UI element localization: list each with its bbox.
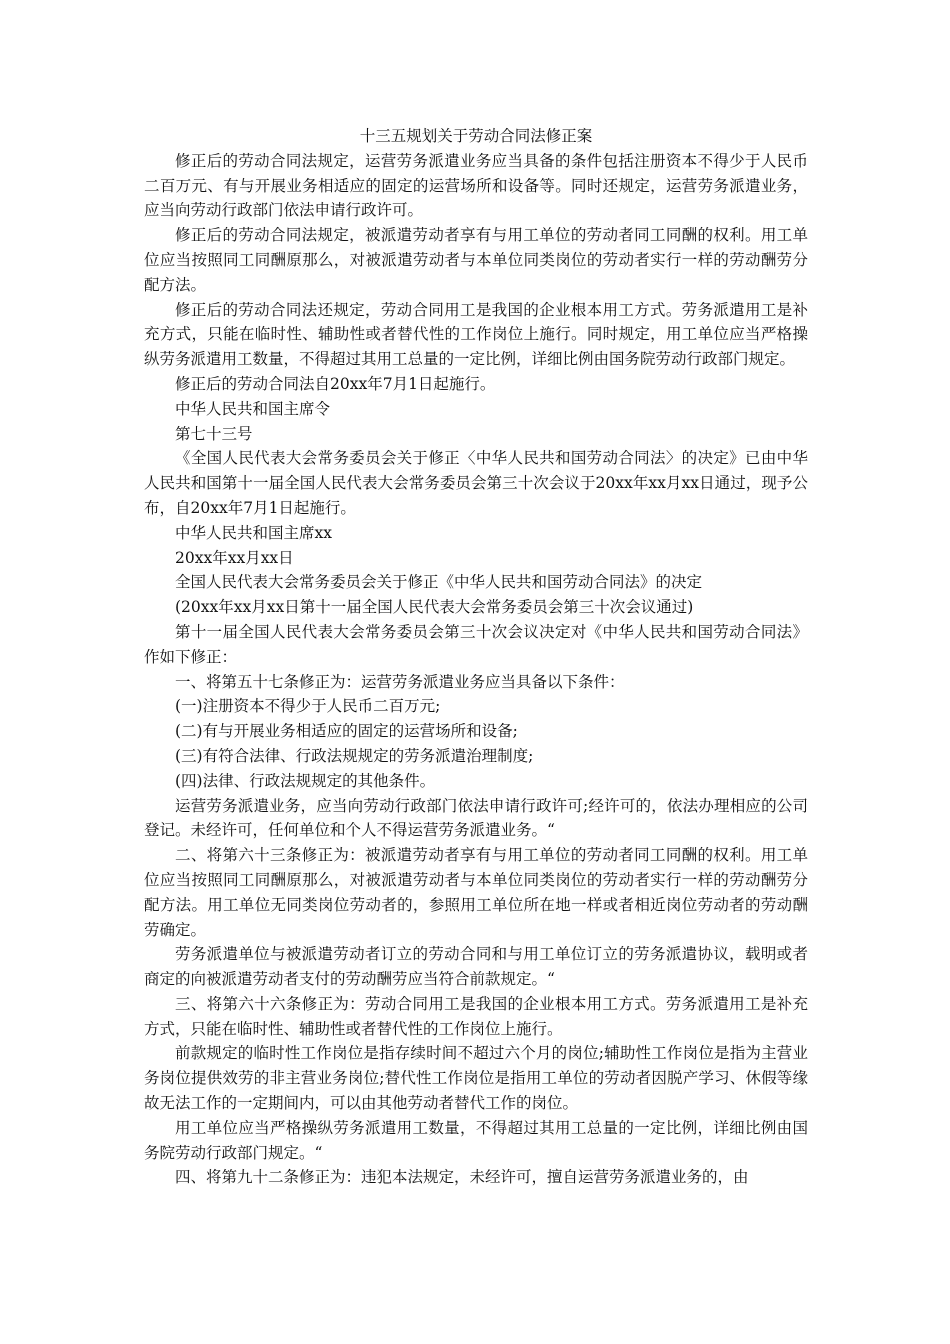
paragraph: (四)法律、行政法规规定的其他条件。 [175,771,436,790]
paragraph: (一)注册资本不得少于人民币二百万元; [175,697,441,716]
paragraph: 中华人民共和国主席令 [175,399,331,418]
paragraph: 修正后的劳动合同法自20xx年7月1日起施行。 [175,374,496,393]
paragraph: 修正后的劳动合同法还规定，劳动合同用工是我国的企业根本用工方式。劳务派遣用工是补充方式，只能在临时性、辅助性或者替代性的工作岗位上施行。同时规定，用工单位应当严格操纵劳务派遣用工数量，不得超过其用工总量的一定比例，详细比例由国务院劳动行政部门规定。 [144,300,808,369]
paragraph: 用工单位应当严格操纵劳务派遣用工数量，不得超过其用工总量的一定比例，详细比例由国务院劳动行政部门规定。“ [144,1118,808,1162]
paragraph: 二、将第六十三条修正为：被派遣劳动者享有与用工单位的劳动者同工同酬的权利。用工单位应当按照同工同酬原那么，对被派遣劳动者与本单位同类岗位的劳动者实行一样的劳动酬劳分配方法。用工单位无同类岗位劳动者的，参照用工单位所在地一样或者相近岗位劳动者的劳动酬劳确定。 [144,846,808,939]
paragraph: (三)有符合法律、行政法规规定的劳务派遣治理制度; [175,746,534,765]
paragraph: 修正后的劳动合同法规定，运营劳务派遣业务应当具备的条件包括注册资本不得少于人民币二百万元、有与开展业务相适应的固定的运营场所和设备等。同时还规定，运营劳务派遣业务，应当向劳动行政部门依法申请行政许可。 [144,151,808,220]
paragraph: 全国人民代表大会常务委员会关于修正《中华人民共和国劳动合同法》的决定 [175,573,703,592]
paragraph: 第十一届全国人民代表大会常务委员会第三十次会议决定对《中华人民共和国劳动合同法》作如下修正： [144,622,808,666]
paragraph: 修正后的劳动合同法规定，被派遣劳动者享有与用工单位的劳动者同工同酬的权利。用工单位应当按照同工同酬原那么，对被派遣劳动者与本单位同类岗位的劳动者实行一样的劳动酬劳分配方法。 [144,226,808,294]
paragraph: 第七十三号 [175,424,253,443]
paragraph: 中华人民共和国主席xx [175,523,332,542]
document-page [144,124,808,1190]
paragraph: 运营劳务派遣业务，应当向劳动行政部门依法申请行政许可;经许可的，依法办理相应的公司登记。未经许可，任何单位和个人不得运营劳务派遣业务。“ [144,796,808,840]
paragraph: 《全国人民代表大会常务委员会关于修正〈中华人民共和国劳动合同法〉的决定》已由中华人民共和国第十一届全国人民代表大会常务委员会第三十次会议于20xx年xx月xx日通过，现予公布，自20xx年7月1日起施行。 [144,449,808,517]
paragraph: 前款规定的临时性工作岗位是指存续时间不超过六个月的岗位;辅助性工作岗位是指为主营业务岗位提供效劳的非主营业务岗位;替代性工作岗位是指用工单位的劳动者因脱产学习、休假等缘故无法工作的一定期间内，可以由其他劳动者替代工作的岗位。 [144,1044,808,1113]
paragraph: (二)有与开展业务相适应的固定的运营场所和设备; [175,722,518,741]
paragraph: (20xx年xx月xx日第十一届全国人民代表大会常务委员会第三十次会议通过) [175,598,694,617]
paragraph: 三、将第六十六条修正为：劳动合同用工是我国的企业根本用工方式。劳务派遣用工是补充方式，只能在临时性、辅助性或者替代性的工作岗位上施行。 [144,994,808,1038]
paragraph: 一、将第五十七条修正为：运营劳务派遣业务应当具备以下条件： [175,672,625,691]
paragraph: 劳务派遣单位与被派遣劳动者订立的劳动合同和与用工单位订立的劳务派遣协议，载明或者商定的向被派遣劳动者支付的劳动酬劳应当符合前款规定。“ [144,945,808,989]
paragraph: 20xx年xx月xx日 [175,548,294,567]
document-title: 十三五规划关于劳动合同法修正案 [359,127,593,145]
paragraph: 四、将第九十二条修正为：违犯本法规定，未经许可，擅自运营劳务派遣业务的，由 [175,1168,749,1187]
